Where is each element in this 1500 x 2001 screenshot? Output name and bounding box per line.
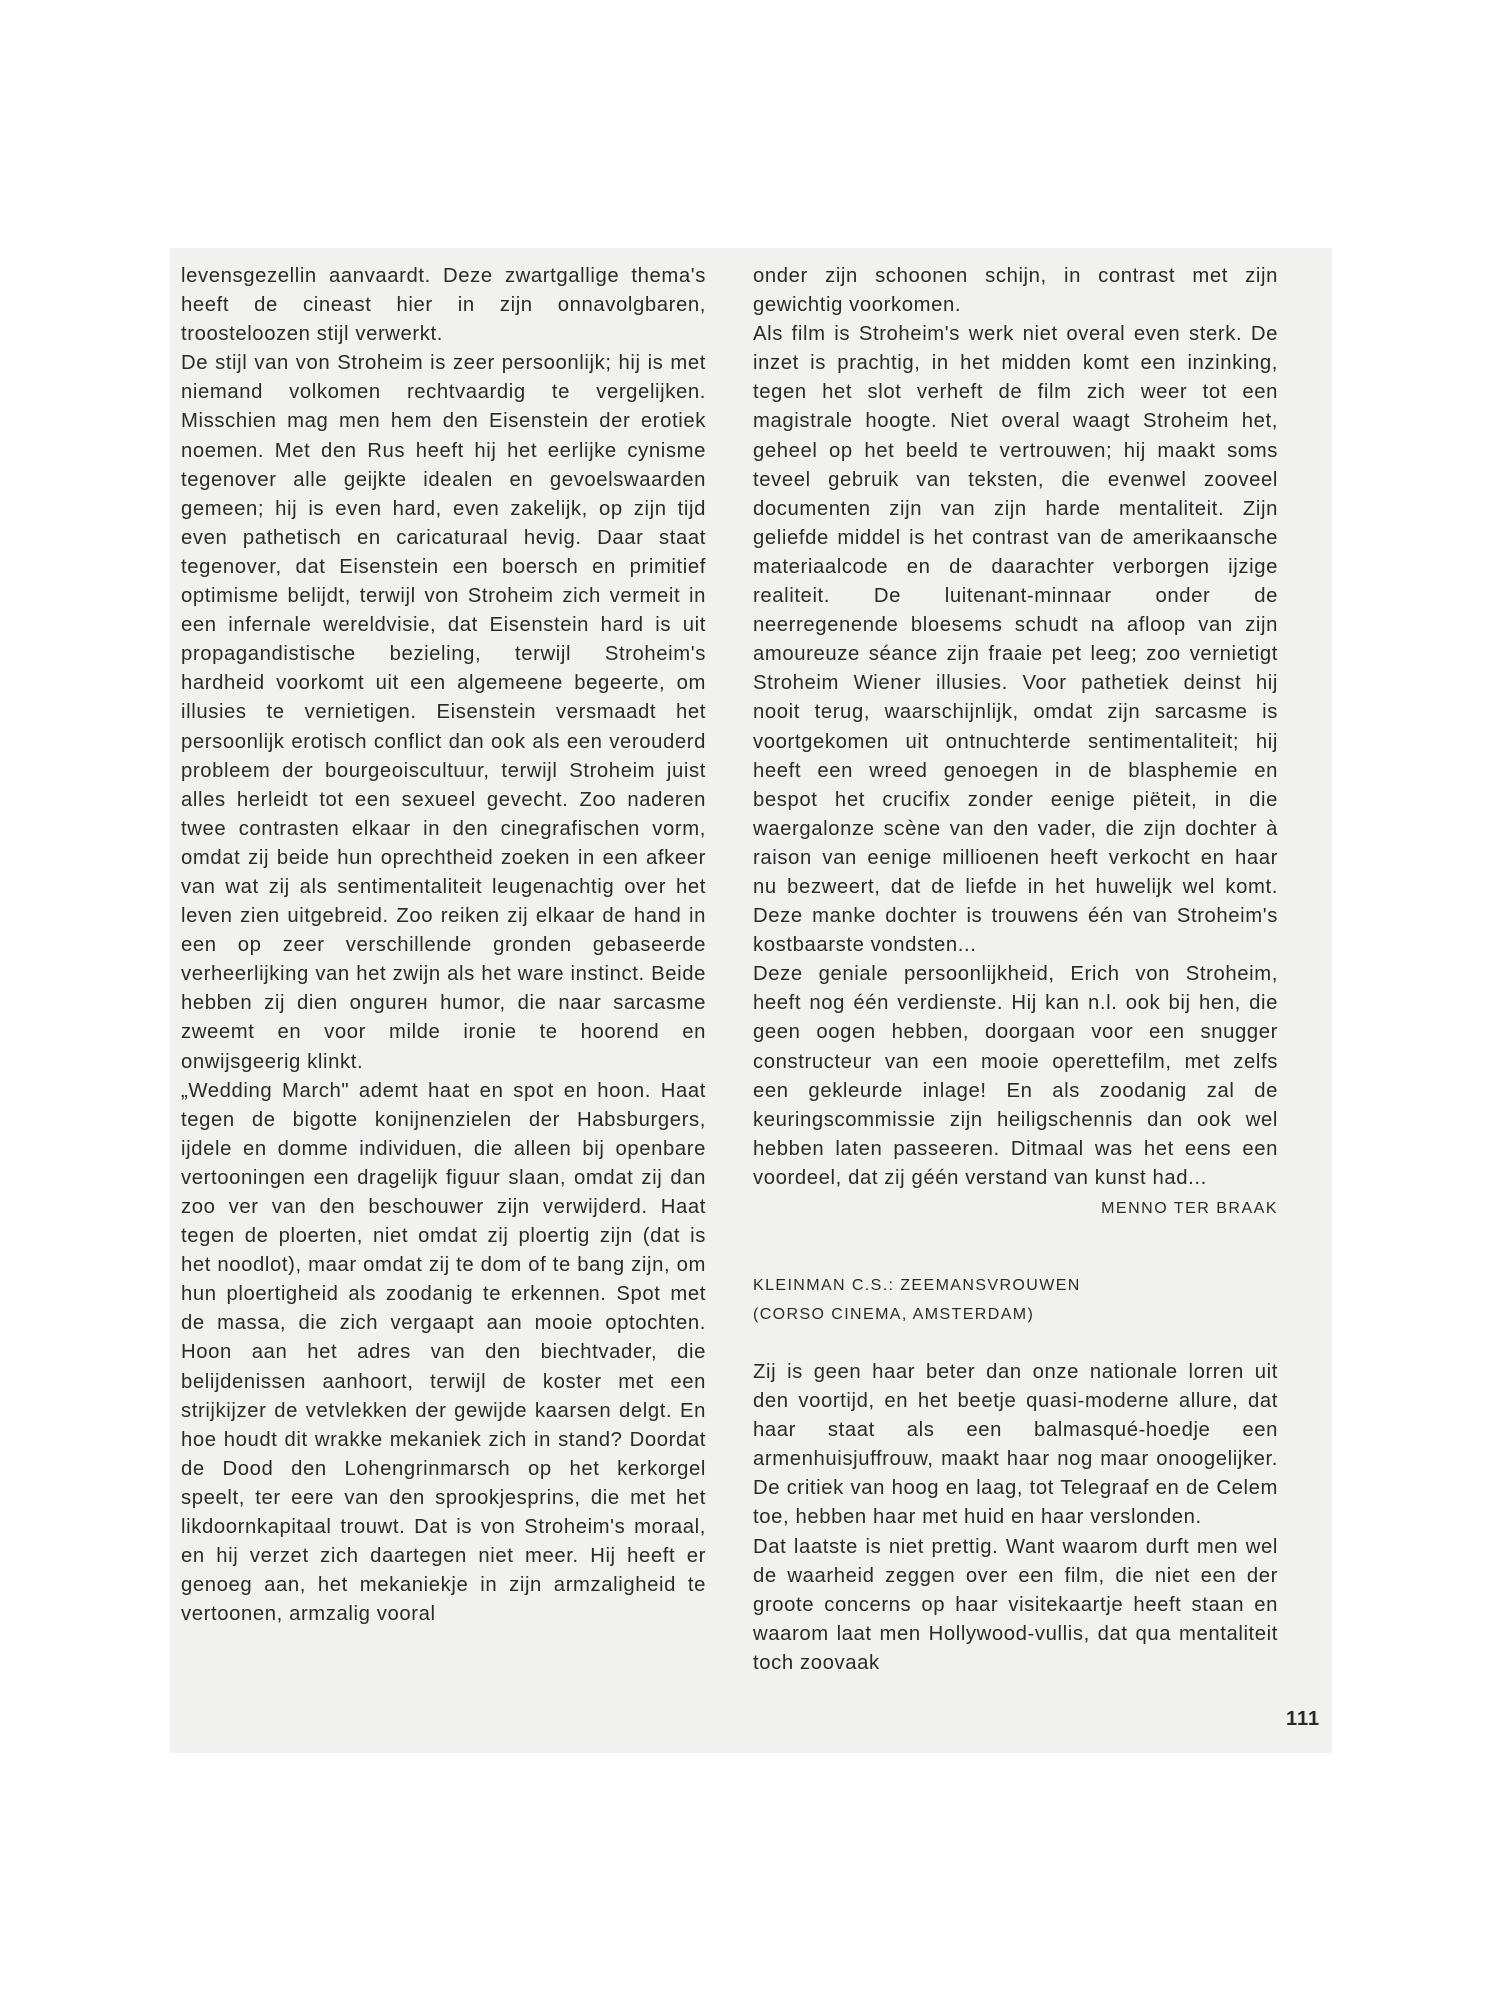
paragraph: Als film is Stroheim's werk niet overal even sterk. De inzet is prachtig, in het midden komt een inzinking, tegen het slot verheft de film zich weer tot een magistrale hoogte. Niet overal waagt Stroheim het, geheel op het beeld te vertrouwen; hij maakt soms teveel gebruik van teksten, die evenwel zooveel documenten zijn van zijn harde mentaliteit. Zijn geliefde middel is het contrast van de amerikaansche materiaalcode en de daarachter verborgen ijzige realiteit. De luitenant-minnaar onder de neerregenende bloesems schudt na afloop van zijn amoureuze séance zijn fraaie pet leeg; zoo vernietigt Stroheim Wiener illusies. Voor pathetiek deinst hij nooit terug, waarschijnlijk, omdat zijn sarcasme is voortgekomen uit ontnuchterde sentimentaliteit; hij heeft een wreed genoegen in de blasphemie en bespot het crucifix zonder eenige piëteit, in die waergalonze scène van den vader, die zijn dochter à raison van eenige millioenen heeft verkocht en haar nu bezweert, dat de liefde in het huwelijk wel komt. Deze manke dochter is trouwens één van Stroheim's kostbaarste vondsten... — [753, 323, 1278, 957]
author-signature: MENNO TER BRAAK — [1101, 1200, 1278, 1217]
paragraph: „Wedding March" ademt haat en spot en hoon. Haat tegen de bigotte konijnenzielen der Habsburgers, ijdele en domme individuen, die alleen bij openbare vertooningen een dragelijk figuur slaan, omdat zij dan zoo ver van den beschouwer zijn verwijderd. Haat tegen de ploerten, niet omdat zij ploertig zijn (dat is het noodlot), maar omdat zij te dom of te bang zijn, om hun ploertigheid als zoodanig te erkennen. Spot met de massa, die zich vergaapt aan mooie optochten. Hoon aan het adres van den biechtvader, die belijdenissen aanhoort, terwijl de koster met een strijkijzer de vetvlekken der gewijde kaarsen delgt. En hoe houdt dit wrakke mekaniek zich in stand? Doordat de Dood den Lohengrinmarsch op het kerkorgel speelt, ter eere van den sprookjesprins, die met het likdoornkapitaal trouwt. Dat is von Stroheim's moraal, en hij verzet zich daartegen niet meer. Hij heeft er genoeg aan, het mekaniekje in zijn armzaligheid te vertoonen, armzalig vooral — [181, 1079, 706, 1626]
paragraph: Zij is geen haar beter dan onze nationale lorren uit den voortijd, en het beetje quasi-moderne allure, dat haar staat als een balmasqué-hoedje een armenhuisjuffrouw, maakt haar nog maar onoogelijker. De critiek van hoog en laag, tot Telegraaf en de Celem toe, hebben haar met huid en haar verslonden. — [753, 1361, 1278, 1529]
paragraph: levensgezellin aanvaardt. Deze zwartgallige thema's heeft de cineast hier in zijn onnavolgbaren, troosteloozen stijl verwerkt. — [181, 265, 706, 346]
review-venue: (CORSO CINEMA, AMSTERDAM) — [753, 1306, 1035, 1323]
paragraph: Dat laatste is niet prettig. Want waarom durft men wel de waarheid zeggen over een film, die niet een der groote concerns op haar visitekaartje heeft staan en waarom laat men Hollywood-vullis, dat qua mentaliteit toch zoovaak — [753, 1535, 1278, 1674]
review-heading: KLEINMAN C.S.: ZEEMANSVROUWEN — [753, 1277, 1081, 1294]
paragraph: De stijl van von Stroheim is zeer persoonlijk; hij is met niemand volkomen rechtvaardig te vergelijken. Misschien mag men hem den Eisenstein der erotiek noemen. Met den Rus heeft hij het eerlijke cynisme tegenover alle geijkte idealen en gevoelswaarden gemeen; hij is even hard, even zakelijk, op zijn tijd even pathetisch en caricaturaal hevig. Daar staat tegenover, dat Eisenstein een boersch en primitief optimisme belijdt, terwijl von Stroheim zich vermeit in een infernale wereldvisie, dat Eisenstein hard is uit propagandistische bezieling, terwijl Stroheim's hardheid voorkomt uit een algemeene begeerte, om illusies te vernietigen. Eisenstein versmaadt het persoonlijk erotisch conflict dan ook als een verouderd probleem der bourgeoiscultuur, terwijl Stroheim juist alles herleidt tot een sexueel gevecht. Zoo naderen twee contrasten elkaar in den cinegrafischen vorm, omdat zij beide hun oprechtheid zoeken in een afkeer van wat zij als sentimentaliteit leugenachtig over het leven zien uitgebreid. Zoo reiken zij elkaar de hand in een op zeer verschillende gronden gebaseerde verheerlijking van het zwijn als het ware instinct. Beide hebben zij dien ongurен humor, die naar sarcasme zweemt en voor milde ironie te hoorend en onwijsgeerig klinkt. — [181, 352, 706, 1073]
page-number: 111 — [1286, 1708, 1321, 1730]
right-column — [753, 262, 1278, 1678]
paragraph: onder zijn schoonen schijn, in contrast met zijn gewichtig voorkomen. — [753, 265, 1278, 317]
paragraph: Deze geniale persoonlijkheid, Erich von Stroheim, heeft nog één verdienste. Hij kan n.l. ook bij hen, die geen oogen hebben, doorgaan voor een snugger constructeur van een mooie operettefilm, met zelfs een gekleurde inlage! En als zoodanig zal de keuringscommissie zijn heiligschennis dan ook wel hebben laten passeeren. Ditmaal was het eens een voordeel, dat zij géén verstand van kunst had... — [753, 963, 1278, 1189]
scanned-page — [170, 248, 1332, 1753]
spacer — [753, 1329, 1278, 1358]
left-column — [181, 262, 706, 1629]
